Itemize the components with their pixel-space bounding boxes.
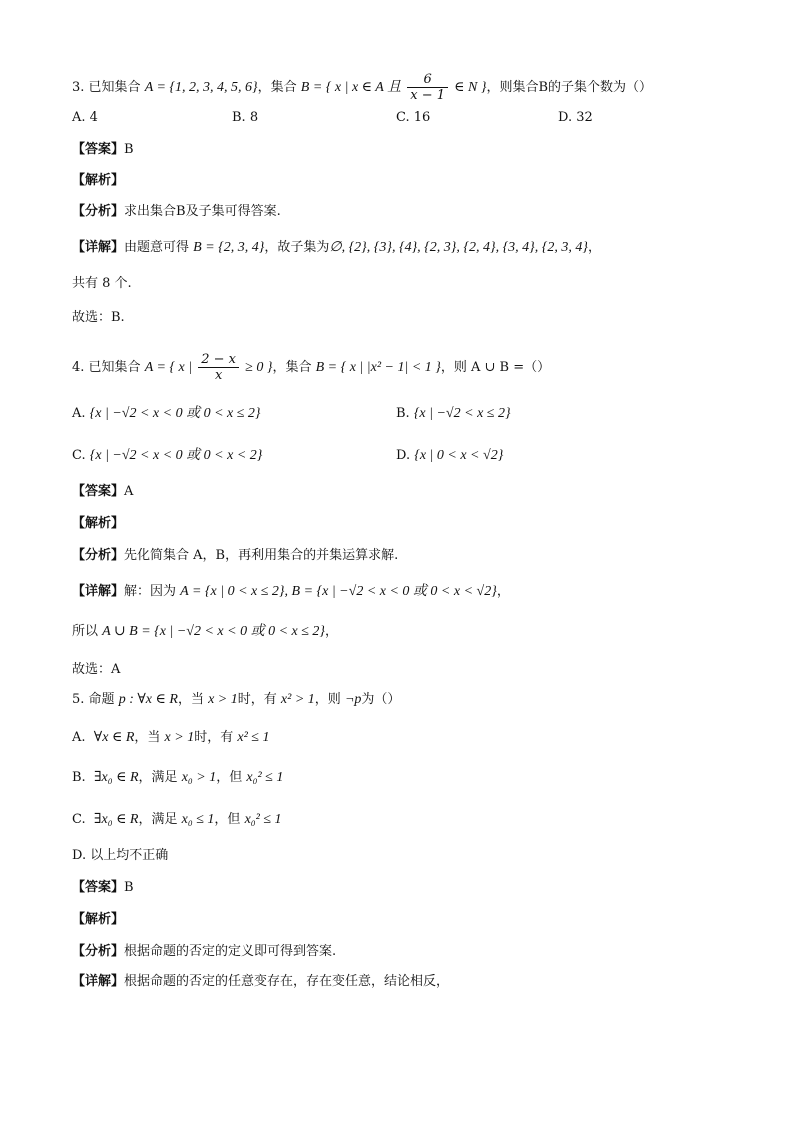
fenxi-text: 根据命题的否定的定义即可得到答案. — [124, 944, 337, 959]
q3-count: 共有 8 个. — [72, 276, 132, 291]
option-part: 以上均不正确 — [90, 848, 169, 863]
q4-set-b: B = { x | |x² − 1| < 1 } — [315, 360, 441, 375]
q4-stem-prefix: 4. 已知集合 — [72, 360, 141, 375]
option-text: {x | −√2 < x < 0 或 0 < x ≤ 2} — [89, 406, 261, 421]
option-label: B. — [232, 110, 246, 125]
q3-analysis-heading — [72, 171, 124, 191]
option-text: 32 — [576, 110, 593, 125]
fenxi-tag: 【分析】 — [72, 944, 125, 959]
q5-mid-2: 时，有 — [237, 692, 277, 707]
q3-option-b — [232, 108, 258, 128]
q4-xiangjie — [72, 582, 510, 602]
option-label: A. — [72, 406, 86, 421]
q3-stem-mid: ，集合 — [257, 80, 297, 95]
option-part: ，满足 — [138, 770, 178, 785]
q5-option-a — [72, 728, 269, 748]
fenxi-text: 求出集合B及子集可得答案. — [124, 204, 281, 219]
q5-option-b — [72, 768, 283, 788]
q5-mid-3: ，则 — [314, 692, 341, 707]
q5-math-3: x² > 1 — [280, 692, 315, 707]
q3-set-b-suffix: ∈ N } — [454, 80, 487, 95]
q5-math-4: ¬p — [344, 692, 362, 707]
option-label: C. — [72, 448, 86, 463]
option-label: D. — [72, 848, 87, 863]
q4-option-b — [396, 404, 511, 424]
option-part: x > 1 — [164, 730, 195, 745]
q4-suoyi — [72, 622, 338, 642]
xiangjie-mid: ，故子集为 — [264, 240, 330, 255]
answer-value: B — [124, 880, 134, 895]
xiangjie-math: B = {2, 3, 4} — [193, 240, 265, 255]
q4-analysis-heading — [72, 514, 124, 534]
q3-fenxi — [72, 202, 281, 222]
option-text: {x | −√2 < x ≤ 2} — [413, 406, 511, 421]
q4-final: 故选：A — [72, 662, 121, 677]
q3-set-b-prefix: B = { x | x ∈ A 且 — [300, 80, 402, 95]
q3-final: 故选：B. — [72, 310, 125, 325]
suoyi-math: A ∪ B = {x | −√2 < x < 0 或 0 < x ≤ 2} — [102, 624, 326, 639]
option-label: B. — [396, 406, 410, 421]
option-part: ，但 — [216, 770, 243, 785]
answer-value: A — [124, 484, 134, 499]
xiangjie-tag: 【详解】 — [72, 974, 125, 989]
xiangjie-prefix: 解：因为 — [124, 584, 177, 599]
option-text: 16 — [413, 110, 431, 125]
q5-xiangjie — [72, 972, 449, 992]
answer-tag: 【答案】 — [72, 880, 125, 895]
q4-answer — [72, 482, 133, 502]
q4-frac-num: 2 − x — [198, 352, 239, 368]
q4-set-a-suffix: ≥ 0 } — [245, 360, 273, 375]
analysis-tag: 【解析】 — [72, 516, 125, 531]
q4-stem-mid: ，集合 — [272, 360, 312, 375]
option-part: ，当 — [134, 730, 161, 745]
q5-math-1: p : ∀x ∈ R — [118, 692, 178, 707]
option-label: A. — [72, 730, 86, 745]
option-text: 4 — [89, 110, 98, 125]
xiangjie-subsets: ∅, {2}, {3}, {4}, {2, 3}, {2, 4}, {3, 4}, {2, 3, 4} — [329, 240, 588, 255]
q5-option-d — [72, 846, 168, 866]
q5-analysis-heading — [72, 910, 124, 930]
q5-math-2: x > 1 — [208, 692, 238, 707]
option-part: ，但 — [214, 812, 241, 827]
fenxi-tag: 【分析】 — [72, 204, 125, 219]
q4-fraction — [198, 352, 239, 383]
q4-option-d — [396, 446, 503, 466]
q5-stem-suffix: 为（） — [361, 692, 401, 707]
xiangjie-prefix: 由题意可得 — [124, 240, 190, 255]
answer-tag: 【答案】 — [72, 484, 125, 499]
q3-stem-suffix: ，则集合B的子集个数为（） — [486, 80, 653, 95]
fenxi-tag: 【分析】 — [72, 548, 125, 563]
xiangjie-tag: 【详解】 — [72, 584, 125, 599]
q5-option-c — [72, 810, 282, 830]
q3-fraction — [407, 72, 448, 103]
q5-fenxi — [72, 942, 336, 962]
option-part: x₀ ≤ 1 — [181, 812, 215, 827]
q3-option-c — [396, 108, 430, 128]
q3-answer — [72, 140, 134, 160]
option-text: 8 — [249, 110, 259, 125]
q4-frac-den: x — [214, 368, 223, 383]
option-part: x₀² ≤ 1 — [246, 770, 284, 785]
xiangjie-math: A = {x | 0 < x ≤ 2}, B = {x | −√2 < x < 0 或 0 < x < √2} — [180, 584, 497, 599]
fenxi-text: 先化简集合 A，B，再利用集合的并集运算求解. — [124, 548, 399, 563]
option-text: {x | −√2 < x < 0 或 0 < x < 2} — [89, 448, 263, 463]
q4-option-a — [72, 404, 261, 424]
q4-stem-suffix: ，则 A ∪ B =（） — [440, 360, 551, 375]
xiangjie-text: 根据命题的否定的任意变存在，存在变任意，结论相反， — [124, 974, 450, 989]
q5-answer — [72, 878, 134, 898]
suoyi-prefix: 所以 — [72, 624, 99, 639]
option-label: D. — [396, 448, 411, 463]
option-part: x₀ > 1 — [181, 770, 217, 785]
analysis-tag: 【解析】 — [72, 173, 125, 188]
q5-stem — [72, 690, 400, 710]
suoyi-end: ， — [325, 624, 339, 639]
q4-fenxi — [72, 546, 398, 566]
analysis-tag: 【解析】 — [72, 912, 125, 927]
option-text: {x | 0 < x < √2} — [414, 448, 504, 463]
q4-option-c — [72, 446, 262, 466]
q3-option-a — [72, 108, 98, 128]
q5-stem-prefix: 5. 命题 — [72, 692, 115, 707]
xiangjie-end: ， — [496, 584, 510, 599]
option-label: D. — [558, 110, 573, 125]
option-part: 时，有 — [194, 730, 234, 745]
xiangjie-end: ， — [587, 240, 601, 255]
q3-stem-prefix: 3. 已知集合 — [72, 80, 141, 95]
option-label: B. — [72, 770, 86, 785]
option-part: ∃x₀ ∈ R — [93, 812, 139, 827]
q4-set-a-prefix: A = { x | — [144, 360, 193, 375]
option-label: C. — [396, 110, 410, 125]
option-part: x₀² ≤ 1 — [244, 812, 282, 827]
q3-option-d — [558, 108, 593, 128]
option-part: ∀x ∈ R — [93, 730, 135, 745]
option-part: ∃x₀ ∈ R — [93, 770, 139, 785]
q5-mid-1: ，当 — [177, 692, 204, 707]
answer-value: B — [124, 142, 134, 157]
q3-set-a: A = {1, 2, 3, 4, 5, 6} — [144, 80, 258, 95]
q3-frac-num: 6 — [407, 72, 448, 88]
option-part: x² ≤ 1 — [237, 730, 270, 745]
q3-xiangjie — [72, 238, 601, 258]
q4-stem — [72, 352, 550, 383]
answer-tag: 【答案】 — [72, 142, 125, 157]
option-part: ，满足 — [138, 812, 178, 827]
option-label: C. — [72, 812, 86, 827]
q3-frac-den: x − 1 — [410, 88, 445, 103]
q3-stem — [72, 72, 652, 103]
xiangjie-tag: 【详解】 — [72, 240, 125, 255]
option-label: A. — [72, 110, 86, 125]
